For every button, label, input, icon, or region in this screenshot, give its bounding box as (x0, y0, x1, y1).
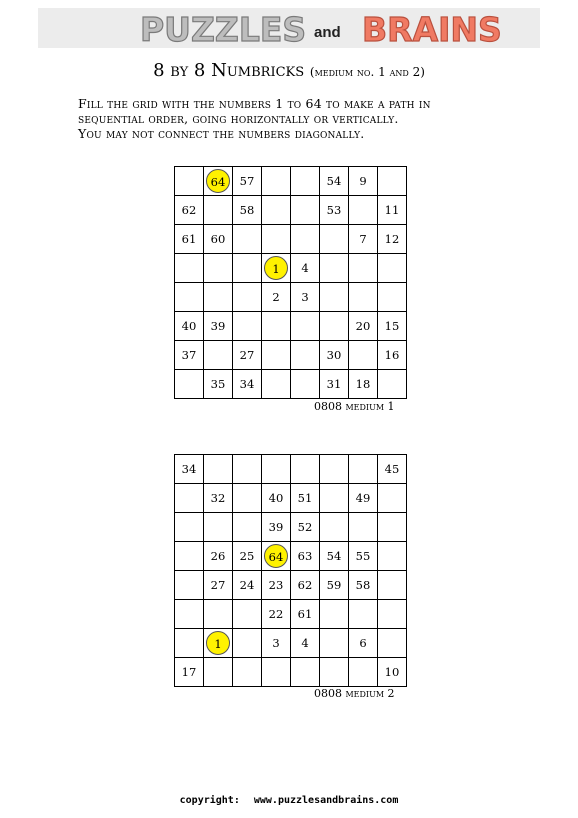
grid-cell[interactable] (233, 167, 262, 196)
cell-number: 49 (355, 491, 371, 505)
cell-number: 23 (268, 578, 284, 592)
grid-cell[interactable] (233, 600, 262, 629)
grid-cell[interactable] (175, 571, 204, 600)
grid-cell[interactable] (262, 312, 291, 341)
grid-cell[interactable] (320, 484, 349, 513)
grid-cell[interactable] (378, 513, 407, 542)
grid-cell[interactable] (262, 196, 291, 225)
grid-cell[interactable] (204, 629, 233, 658)
grid-cell[interactable] (291, 513, 320, 542)
grid-cell[interactable] (320, 542, 349, 571)
cell-number: 40 (268, 491, 284, 505)
grid-cell[interactable] (204, 484, 233, 513)
cell-number: 63 (297, 549, 313, 563)
grid-row (175, 167, 407, 196)
grid-cell[interactable] (204, 196, 233, 225)
grid-row (175, 370, 407, 399)
cell-number: 54 (326, 174, 342, 188)
grid-cell[interactable] (291, 629, 320, 658)
grid-cell[interactable] (204, 455, 233, 484)
grid-cell[interactable] (262, 484, 291, 513)
grid-cell[interactable] (204, 542, 233, 571)
grid-cell[interactable] (378, 283, 407, 312)
cell-number: 4 (301, 636, 309, 650)
grid-cell[interactable] (233, 513, 262, 542)
puzzle-grid-2 (174, 454, 407, 687)
grid-cell[interactable] (378, 341, 407, 370)
cell-number: 58 (239, 203, 255, 217)
cell-number: 34 (239, 377, 255, 391)
grid-row (175, 283, 407, 312)
grid-cell[interactable] (320, 513, 349, 542)
puzzle-grid-1 (174, 166, 407, 399)
grid-cell[interactable] (204, 225, 233, 254)
grid-cell[interactable] (320, 370, 349, 399)
cell-number: 32 (210, 491, 226, 505)
grid-cell[interactable] (378, 484, 407, 513)
cell-number: 53 (326, 203, 342, 217)
grid-cell[interactable] (204, 167, 233, 196)
cell-number: 58 (355, 578, 371, 592)
cell-number: 62 (297, 578, 313, 592)
grid-cell[interactable] (378, 225, 407, 254)
cell-number: 34 (181, 462, 197, 476)
title-sub: (medium no. 1 and 2) (309, 65, 425, 79)
grid-cell[interactable] (175, 167, 204, 196)
grid-row (175, 658, 407, 687)
grid-cell[interactable] (175, 513, 204, 542)
cell-number: 45 (384, 462, 400, 476)
grid-cell[interactable] (291, 283, 320, 312)
puzzle-caption-2: 0808 medium 2 (314, 687, 395, 700)
cell-number: 31 (326, 377, 342, 391)
grid-row (175, 629, 407, 658)
cell-number: 55 (355, 549, 371, 563)
grid-cell[interactable] (233, 571, 262, 600)
grid-cell[interactable] (262, 254, 291, 283)
cell-number: 18 (355, 377, 371, 391)
instruction-line: Fill the grid with the numbers 1 to 64 to make a path in (78, 96, 431, 111)
cell-number: 12 (384, 232, 400, 246)
cell-number: 1 (206, 631, 230, 655)
grid-row (175, 225, 407, 254)
grid-cell[interactable] (378, 370, 407, 399)
instructions (78, 96, 538, 141)
grid-cell[interactable] (233, 283, 262, 312)
grid-cell[interactable] (320, 167, 349, 196)
cell-number: 64 (264, 544, 288, 568)
cell-number: 61 (181, 232, 197, 246)
grid-cell[interactable] (262, 341, 291, 370)
grid-cell[interactable] (349, 455, 378, 484)
grid-cell[interactable] (320, 629, 349, 658)
grid-cell[interactable] (349, 196, 378, 225)
cell-number: 3 (272, 636, 280, 650)
grid-cell[interactable] (320, 196, 349, 225)
grid-cell[interactable] (262, 600, 291, 629)
grid-cell[interactable] (204, 312, 233, 341)
grid-cell[interactable] (320, 571, 349, 600)
grid-cell[interactable] (349, 629, 378, 658)
grid-cell[interactable] (262, 629, 291, 658)
grid-cell[interactable] (262, 225, 291, 254)
cell-number: 11 (384, 203, 400, 217)
grid-cell[interactable] (291, 542, 320, 571)
grid-cell[interactable] (378, 629, 407, 658)
cell-number: 40 (181, 319, 197, 333)
cell-number: 27 (210, 578, 226, 592)
grid-cell[interactable] (175, 455, 204, 484)
grid-cell[interactable] (320, 658, 349, 687)
grid-cell[interactable] (262, 513, 291, 542)
grid-row (175, 542, 407, 571)
cell-number: 61 (297, 607, 313, 621)
grid-row (175, 600, 407, 629)
grid-cell[interactable] (291, 600, 320, 629)
grid-cell[interactable] (233, 484, 262, 513)
cell-number: 30 (326, 348, 342, 362)
grid-cell[interactable] (233, 542, 262, 571)
cell-number: 16 (384, 348, 400, 362)
cell-number: 39 (268, 520, 284, 534)
cell-number: 22 (268, 607, 284, 621)
grid-cell[interactable] (349, 225, 378, 254)
grid-cell[interactable] (262, 571, 291, 600)
grid-row (175, 455, 407, 484)
grid-cell[interactable] (262, 542, 291, 571)
grid-cell[interactable] (204, 341, 233, 370)
grid-cell[interactable] (233, 370, 262, 399)
grid-cell[interactable] (349, 283, 378, 312)
cell-number: 20 (355, 319, 371, 333)
grid-cell[interactable] (349, 571, 378, 600)
header-banner (38, 8, 540, 48)
grid-cell[interactable] (233, 254, 262, 283)
cell-number: 35 (210, 377, 226, 391)
cell-number: 27 (239, 348, 255, 362)
grid-cell[interactable] (378, 455, 407, 484)
copyright-url[interactable]: www.puzzlesandbrains.com (253, 795, 399, 806)
instruction-line: You may not connect the numbers diagonally. (78, 126, 365, 141)
cell-number: 39 (210, 319, 226, 333)
cell-number: 7 (359, 232, 367, 246)
grid-cell[interactable] (349, 542, 378, 571)
cell-number: 17 (181, 665, 197, 679)
grid-cell[interactable] (233, 196, 262, 225)
grid-cell[interactable] (204, 283, 233, 312)
cell-number: 9 (359, 174, 367, 188)
cell-number: 64 (206, 169, 230, 193)
grid-cell[interactable] (349, 600, 378, 629)
grid-row (175, 196, 407, 225)
grid-cell[interactable] (320, 455, 349, 484)
grid-cell[interactable] (204, 370, 233, 399)
grid-cell[interactable] (175, 658, 204, 687)
grid-cell[interactable] (175, 370, 204, 399)
grid-cell[interactable] (291, 312, 320, 341)
grid-cell[interactable] (378, 600, 407, 629)
cell-number: 24 (239, 578, 255, 592)
cell-number: 4 (301, 261, 309, 275)
grid-cell[interactable] (262, 455, 291, 484)
grid-cell[interactable] (175, 196, 204, 225)
grid-cell[interactable] (204, 513, 233, 542)
cell-number: 54 (326, 549, 342, 563)
page-title (0, 60, 578, 81)
puzzle-caption-1: 0808 medium 1 (314, 400, 395, 413)
logo-brains: BRAINS (362, 10, 502, 49)
grid-cell[interactable] (320, 254, 349, 283)
grid-cell[interactable] (233, 629, 262, 658)
footer (0, 795, 578, 806)
grid-cell[interactable] (378, 254, 407, 283)
grid-cell[interactable] (175, 629, 204, 658)
cell-number: 3 (301, 290, 309, 304)
cell-number: 10 (384, 665, 400, 679)
grid-cell[interactable] (349, 484, 378, 513)
copyright-label: copyright: (179, 795, 240, 806)
cell-number: 2 (272, 290, 280, 304)
cell-number: 6 (359, 636, 367, 650)
grid-cell[interactable] (291, 254, 320, 283)
grid-cell[interactable] (175, 600, 204, 629)
cell-number: 57 (239, 174, 255, 188)
grid-cell[interactable] (204, 658, 233, 687)
cell-number: 37 (181, 348, 197, 362)
grid-cell[interactable] (291, 341, 320, 370)
grid-row (175, 254, 407, 283)
grid-cell[interactable] (291, 658, 320, 687)
grid-cell[interactable] (349, 167, 378, 196)
grid-row (175, 312, 407, 341)
cell-number: 26 (210, 549, 226, 563)
grid-cell[interactable] (233, 455, 262, 484)
grid-cell[interactable] (262, 283, 291, 312)
grid-cell[interactable] (349, 254, 378, 283)
grid-cell[interactable] (378, 658, 407, 687)
grid-cell[interactable] (175, 484, 204, 513)
grid-cell[interactable] (291, 484, 320, 513)
grid-cell[interactable] (349, 341, 378, 370)
grid-cell[interactable] (204, 600, 233, 629)
grid-cell[interactable] (233, 341, 262, 370)
grid-cell[interactable] (320, 283, 349, 312)
logo-and: and (314, 24, 341, 41)
cell-number: 15 (384, 319, 400, 333)
grid-cell[interactable] (262, 658, 291, 687)
grid-cell[interactable] (233, 658, 262, 687)
grid-row (175, 341, 407, 370)
grid-cell[interactable] (320, 225, 349, 254)
grid-cell[interactable] (378, 196, 407, 225)
grid-cell[interactable] (349, 513, 378, 542)
grid-cell[interactable] (175, 283, 204, 312)
grid-row (175, 513, 407, 542)
grid-cell[interactable] (291, 370, 320, 399)
grid-cell[interactable] (291, 167, 320, 196)
cell-number: 62 (181, 203, 197, 217)
grid-cell[interactable] (378, 312, 407, 341)
cell-number: 25 (239, 549, 255, 563)
grid-cell[interactable] (291, 455, 320, 484)
grid-cell[interactable] (233, 225, 262, 254)
grid-cell[interactable] (204, 254, 233, 283)
grid-cell[interactable] (320, 312, 349, 341)
cell-number: 60 (210, 232, 226, 246)
grid-cell[interactable] (378, 571, 407, 600)
grid-row (175, 484, 407, 513)
grid-cell[interactable] (320, 341, 349, 370)
grid-cell[interactable] (378, 542, 407, 571)
grid-cell[interactable] (175, 312, 204, 341)
title-main: 8 by 8 Numbricks (153, 60, 305, 81)
grid-cell[interactable] (320, 600, 349, 629)
cell-number: 59 (326, 578, 342, 592)
grid-cell[interactable] (291, 196, 320, 225)
grid-cell[interactable] (349, 658, 378, 687)
grid-cell[interactable] (262, 370, 291, 399)
grid-cell[interactable] (378, 167, 407, 196)
grid-cell[interactable] (291, 225, 320, 254)
grid-cell[interactable] (204, 571, 233, 600)
grid-cell[interactable] (233, 312, 262, 341)
logo-puzzles: PUZZLES (140, 10, 307, 49)
instruction-line: sequential order, going horizontally or vertically. (78, 111, 399, 126)
grid-cell[interactable] (175, 254, 204, 283)
grid-cell[interactable] (175, 341, 204, 370)
cell-number: 52 (297, 520, 313, 534)
grid-row (175, 571, 407, 600)
grid-cell[interactable] (349, 370, 378, 399)
grid-cell[interactable] (175, 225, 204, 254)
grid-cell[interactable] (175, 542, 204, 571)
cell-number: 51 (297, 491, 313, 505)
grid-cell[interactable] (262, 167, 291, 196)
grid-cell[interactable] (349, 312, 378, 341)
cell-number: 1 (264, 256, 288, 280)
grid-cell[interactable] (291, 571, 320, 600)
